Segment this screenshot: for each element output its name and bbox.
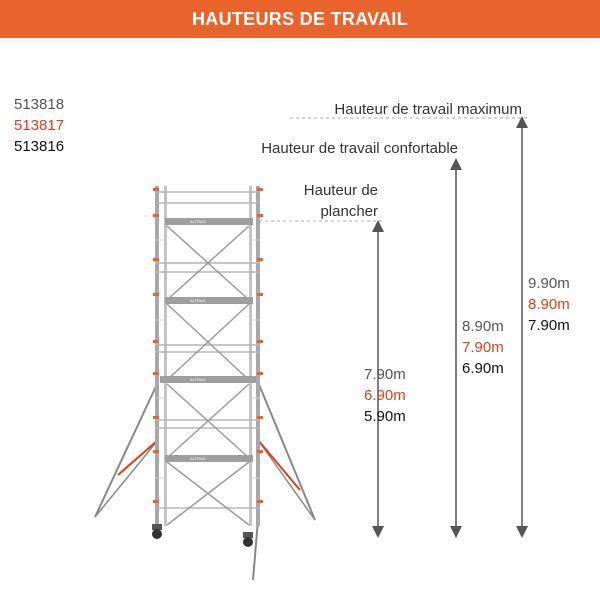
platform-brand-label: ALTRAD: [190, 219, 206, 224]
max-height-values: 9.90m 8.90m 7.90m: [528, 275, 570, 334]
platform-height-label: Hauteur de plancher: [303, 182, 378, 220]
platform-height-values: 7.90m 6.90m 5.90m: [364, 366, 406, 425]
comfortable-height-label: Hauteur de travail confortable: [261, 140, 458, 157]
reference-513818: 513818: [14, 96, 65, 113]
reference-513817: 513817: [14, 117, 65, 134]
platform-brand-label: ALTRAD: [190, 456, 206, 461]
platform-brand-label: ALTRAD: [190, 377, 206, 382]
comfortable-height-values: 8.90m 7.90m 6.90m: [462, 318, 504, 377]
platforms: [160, 218, 256, 462]
platform-brand-label: ALTRAD: [190, 298, 206, 303]
wheels: [152, 524, 253, 547]
max-height-label: Hauteur de travail maximum: [334, 101, 522, 118]
reference-513816: 513816: [14, 138, 65, 155]
scaffold-tower: [95, 186, 315, 580]
banner-title: HAUTEURS DE TRAVAIL: [191, 8, 409, 29]
